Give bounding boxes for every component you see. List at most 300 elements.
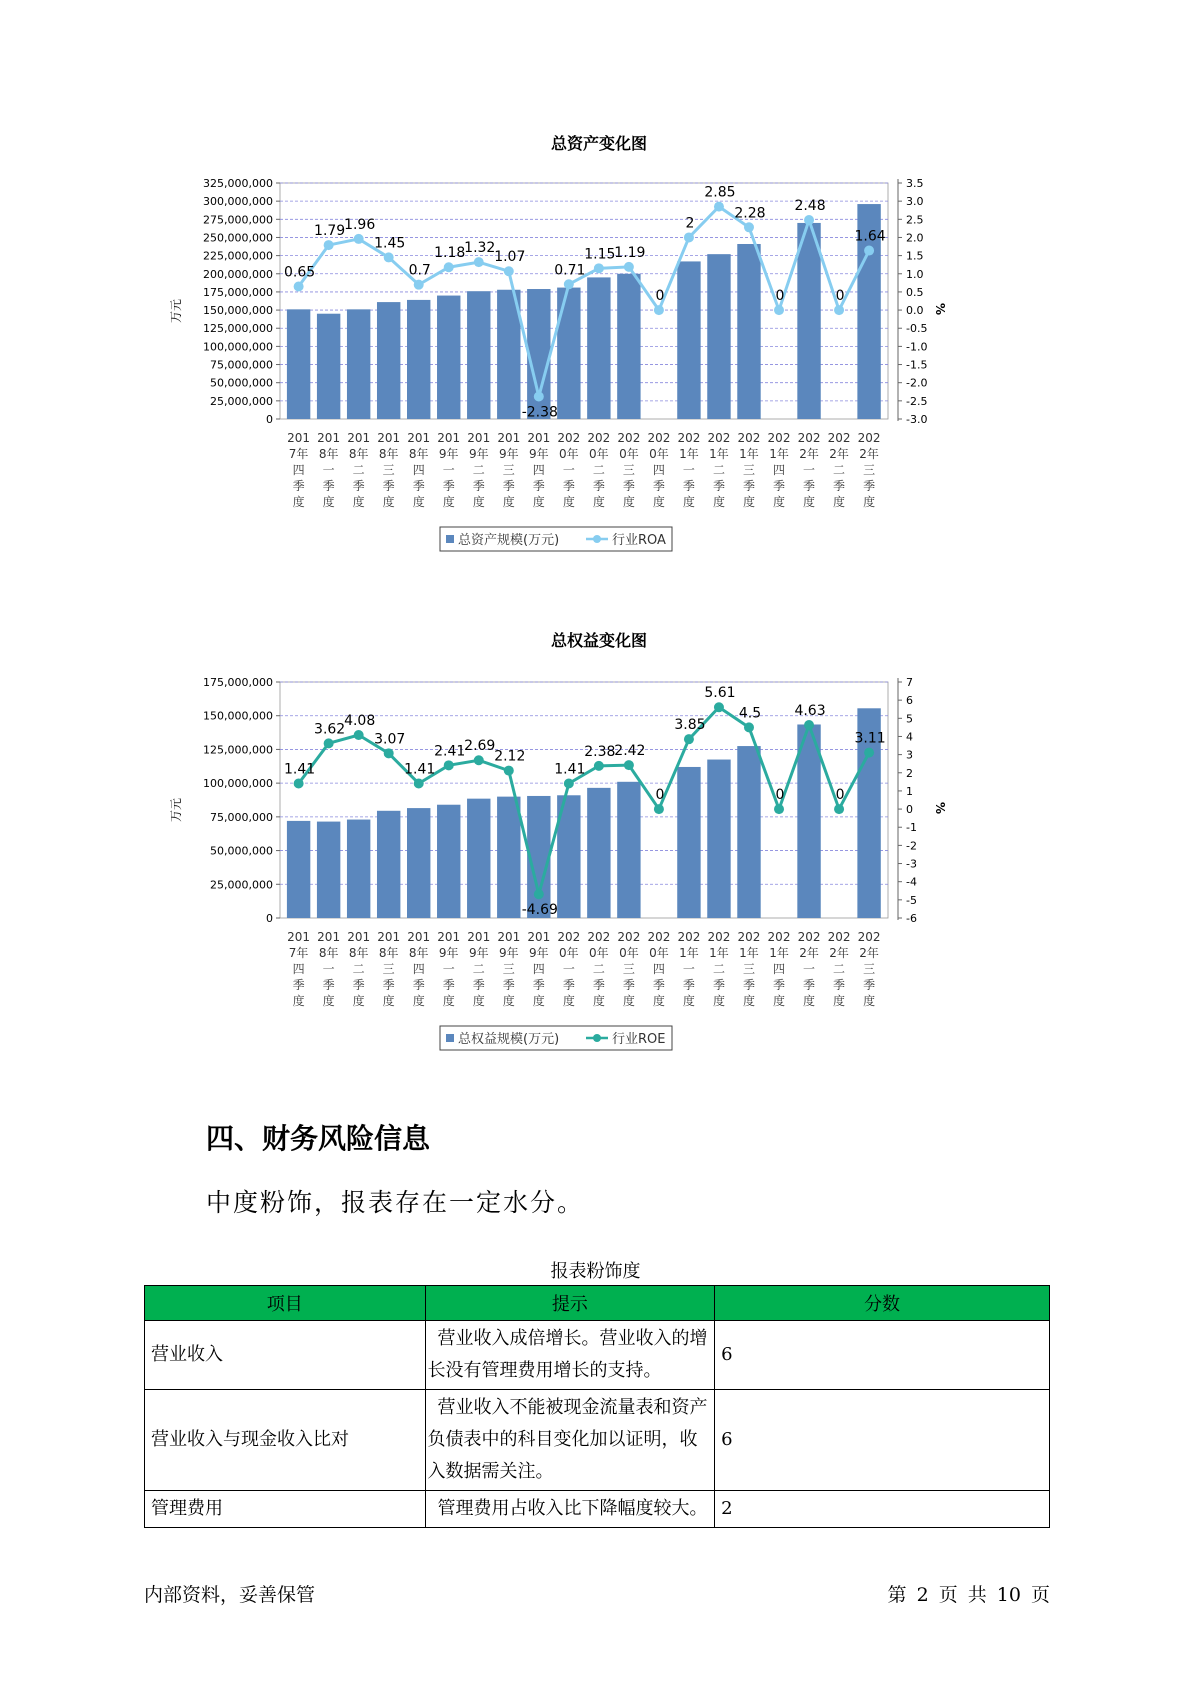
- x-tick-label: 1年: [769, 447, 789, 461]
- line-point: [864, 246, 874, 256]
- data-label: 1.41: [404, 761, 436, 778]
- x-tick-label: 9年: [468, 946, 489, 960]
- x-tick-label: 202: [587, 930, 611, 944]
- x-tick-label: 202: [707, 431, 731, 445]
- x-tick-label: 201: [347, 431, 371, 445]
- y-left-tick-label: 275,000,000: [203, 213, 273, 227]
- line-point: [444, 262, 454, 272]
- line-point: [534, 889, 544, 899]
- line-point: [294, 281, 304, 291]
- data-label: 2.85: [704, 184, 736, 201]
- table-caption: 报表粉饰度: [550, 1261, 641, 1282]
- data-label: 0: [835, 288, 845, 305]
- x-tick-label: 度: [502, 495, 515, 509]
- x-tick-label: 202: [767, 930, 791, 944]
- y-right-tick-label: -5: [906, 893, 917, 907]
- x-tick-label: 201: [437, 431, 461, 445]
- x-tick-label: 201: [287, 930, 311, 944]
- x-tick-label: 三: [622, 962, 635, 976]
- x-tick-label: 季: [833, 978, 846, 992]
- x-tick-label: 一: [562, 962, 575, 976]
- bar: [377, 302, 400, 419]
- data-label: 1.45: [374, 235, 406, 252]
- risk-summary: 中度粉饰，报表存在一定水分。: [206, 1188, 585, 1217]
- x-tick-label: 季: [833, 479, 846, 493]
- x-tick-label: 季: [382, 479, 395, 493]
- x-tick-label: 季: [863, 978, 876, 992]
- x-tick-label: 度: [682, 495, 695, 509]
- line-point: [324, 240, 334, 250]
- x-tick-label: 季: [532, 479, 545, 493]
- x-tick-label: 度: [863, 994, 876, 1008]
- x-tick-label: 202: [857, 431, 881, 445]
- legend-line-label: 行业ROA: [612, 533, 666, 548]
- y-left-tick-label: 225,000,000: [203, 249, 273, 263]
- line-point: [384, 252, 394, 262]
- data-label: 3.62: [314, 721, 346, 738]
- y-left-tick-label: 125,000,000: [203, 743, 273, 757]
- x-tick-label: 202: [557, 431, 581, 445]
- total-equity-chart-svg: [170, 632, 1030, 1092]
- x-tick-label: 季: [292, 479, 305, 493]
- x-tick-label: 一: [322, 463, 335, 477]
- bar: [587, 788, 610, 918]
- line-point: [744, 722, 754, 732]
- y-left-axis-label: 万元: [170, 797, 183, 823]
- x-tick-label: 0年: [559, 946, 579, 960]
- bar: [707, 254, 730, 419]
- bar: [287, 309, 310, 419]
- data-label: 1.15: [584, 246, 616, 263]
- y-right-tick-label: -4: [906, 875, 917, 889]
- line-point: [474, 755, 484, 765]
- x-tick-label: 202: [797, 930, 821, 944]
- x-tick-label: 度: [382, 994, 395, 1008]
- x-tick-label: 二: [352, 962, 365, 976]
- x-tick-label: 度: [773, 994, 786, 1008]
- line-point: [624, 262, 634, 272]
- x-tick-label: 度: [292, 495, 305, 509]
- y-right-tick-label: 1: [906, 784, 913, 798]
- y-right-tick-label: -3: [906, 857, 917, 871]
- x-tick-label: 度: [472, 994, 485, 1008]
- y-right-tick-label: -6: [906, 912, 917, 925]
- line-point: [564, 778, 574, 788]
- data-label: 2.28: [734, 205, 766, 222]
- x-tick-label: 7年: [288, 447, 309, 461]
- x-tick-label: 度: [712, 994, 725, 1008]
- legend-line-label: 行业ROE: [612, 1032, 666, 1047]
- total-assets-chart: [170, 135, 1030, 595]
- x-tick-label: 2年: [799, 447, 819, 461]
- line-point: [564, 279, 574, 289]
- x-tick-label: 1年: [709, 447, 729, 461]
- x-tick-label: 二: [592, 463, 605, 477]
- data-label: 1.07: [494, 249, 526, 266]
- data-label: 1.96: [344, 216, 376, 233]
- bar: [617, 274, 640, 419]
- x-tick-label: 0年: [649, 447, 669, 461]
- x-tick-label: 度: [622, 495, 635, 509]
- x-tick-label: 季: [562, 479, 575, 493]
- y-left-tick-label: 100,000,000: [203, 340, 273, 354]
- line-point: [414, 280, 424, 290]
- x-tick-label: 201: [407, 930, 431, 944]
- line-point: [324, 738, 334, 748]
- x-tick-label: 2年: [859, 946, 879, 960]
- x-tick-label: 8年: [348, 447, 369, 461]
- line-point: [474, 257, 484, 267]
- data-label: -4.69: [521, 902, 558, 919]
- x-tick-label: 一: [803, 962, 816, 976]
- x-tick-label: 度: [412, 994, 425, 1008]
- line-point: [834, 305, 844, 315]
- x-tick-label: 202: [557, 930, 581, 944]
- row-item: 营业收入与现金收入比对: [145, 1390, 426, 1491]
- x-tick-label: 度: [442, 495, 455, 509]
- x-tick-label: 季: [412, 978, 425, 992]
- y-right-tick-label: 0: [906, 803, 913, 817]
- x-tick-label: 202: [677, 431, 701, 445]
- y-right-tick-label: -1.0: [906, 340, 928, 354]
- y-left-tick-label: 100,000,000: [203, 777, 273, 791]
- chart-title: 总资产变化图: [550, 135, 648, 153]
- y-right-axis-label: %: [933, 302, 947, 316]
- total-assets-chart-svg: [170, 135, 1030, 595]
- bar: [347, 820, 370, 918]
- x-tick-label: 0年: [559, 447, 579, 461]
- data-label: 2.42: [614, 743, 646, 760]
- y-left-axis-label: 万元: [170, 298, 183, 324]
- x-tick-label: 202: [617, 431, 641, 445]
- bar: [407, 808, 430, 918]
- line-point: [774, 804, 784, 814]
- y-left-tick-label: 75,000,000: [210, 358, 273, 372]
- x-tick-label: 9年: [528, 447, 549, 461]
- table-header-row: [145, 1286, 1050, 1321]
- x-tick-label: 四: [292, 962, 305, 976]
- x-tick-label: 二: [472, 962, 485, 976]
- x-tick-label: 一: [803, 463, 816, 477]
- x-tick-label: 度: [352, 994, 365, 1008]
- x-tick-label: 季: [803, 978, 816, 992]
- y-right-tick-label: -2.5: [906, 394, 928, 408]
- data-label: 0: [655, 787, 665, 804]
- x-tick-label: 四: [292, 463, 305, 477]
- bar: [677, 261, 700, 419]
- x-tick-label: 9年: [438, 946, 459, 960]
- x-tick-label: 度: [472, 495, 485, 509]
- line-point: [384, 748, 394, 758]
- bar: [377, 811, 400, 918]
- x-tick-label: 201: [467, 930, 491, 944]
- bar: [347, 309, 370, 419]
- x-tick-label: 8年: [318, 946, 339, 960]
- x-tick-label: 度: [442, 994, 455, 1008]
- bar: [437, 296, 460, 419]
- line-point: [354, 730, 364, 740]
- line-point: [414, 778, 424, 788]
- x-tick-label: 度: [322, 495, 335, 509]
- x-tick-label: 季: [682, 479, 695, 493]
- header-hint: 提示: [425, 1286, 715, 1321]
- y-right-tick-label: 7: [906, 676, 913, 689]
- x-tick-label: 三: [502, 463, 515, 477]
- x-tick-label: 202: [827, 431, 851, 445]
- x-tick-label: 7年: [288, 946, 309, 960]
- x-tick-label: 2年: [799, 946, 819, 960]
- bar: [437, 805, 460, 918]
- x-tick-label: 季: [863, 479, 876, 493]
- x-tick-label: 201: [437, 930, 461, 944]
- x-tick-label: 季: [622, 479, 635, 493]
- y-right-tick-label: 3.0: [906, 195, 924, 209]
- x-tick-label: 度: [803, 994, 816, 1008]
- x-tick-label: 8年: [378, 946, 399, 960]
- x-tick-label: 季: [773, 479, 786, 493]
- x-tick-label: 0年: [619, 447, 639, 461]
- y-right-tick-label: 1.5: [906, 249, 924, 263]
- x-tick-label: 度: [412, 495, 425, 509]
- x-tick-label: 202: [647, 930, 671, 944]
- x-tick-label: 度: [382, 495, 395, 509]
- x-tick-label: 201: [347, 930, 371, 944]
- data-label: 0: [775, 288, 785, 305]
- x-tick-label: 201: [497, 930, 521, 944]
- data-label: 1.19: [614, 244, 646, 261]
- row-score: 2: [715, 1491, 1050, 1528]
- x-tick-label: 度: [712, 495, 725, 509]
- y-right-axis-label: %: [933, 801, 947, 815]
- y-right-tick-label: 5: [906, 712, 913, 726]
- x-tick-label: 1年: [769, 946, 789, 960]
- x-tick-label: 季: [442, 479, 455, 493]
- x-tick-label: 201: [377, 431, 401, 445]
- bar: [317, 822, 340, 918]
- line-point: [804, 720, 814, 730]
- x-tick-label: 四: [532, 962, 545, 976]
- x-tick-label: 季: [803, 479, 816, 493]
- x-tick-label: 度: [652, 495, 665, 509]
- footer-confidential: 内部资料，妥善保管: [144, 1584, 316, 1606]
- data-label: 3.85: [674, 717, 706, 734]
- total-equity-chart: [170, 632, 1030, 1092]
- y-right-tick-label: -2: [906, 839, 917, 853]
- data-label: 1.41: [284, 761, 316, 778]
- x-tick-label: 一: [322, 962, 335, 976]
- x-tick-label: 季: [652, 479, 665, 493]
- x-tick-label: 四: [773, 962, 786, 976]
- x-tick-label: 季: [742, 978, 755, 992]
- y-left-tick-label: 125,000,000: [203, 322, 273, 336]
- x-tick-label: 度: [352, 495, 365, 509]
- x-tick-label: 季: [712, 978, 725, 992]
- data-label: 5.61: [704, 685, 736, 702]
- y-left-tick-label: 300,000,000: [203, 195, 273, 209]
- x-tick-label: 四: [412, 962, 425, 976]
- bar: [317, 314, 340, 419]
- y-left-tick-label: 25,000,000: [210, 394, 273, 408]
- footer-page-number: 第 2 页 共 10 页: [887, 1584, 1050, 1606]
- x-tick-label: 度: [292, 994, 305, 1008]
- line-point: [714, 202, 724, 212]
- data-label: -2.38: [521, 404, 558, 421]
- x-tick-label: 季: [742, 479, 755, 493]
- data-label: 2.69: [464, 738, 496, 755]
- x-tick-label: 1年: [709, 946, 729, 960]
- y-right-tick-label: 0.5: [906, 285, 924, 299]
- y-left-tick-label: 25,000,000: [210, 878, 273, 892]
- x-tick-label: 8年: [408, 447, 429, 461]
- y-right-tick-label: 0.0: [906, 304, 924, 318]
- bar: [677, 767, 700, 918]
- line-point: [594, 761, 604, 771]
- x-tick-label: 度: [592, 994, 605, 1008]
- y-left-tick-label: 50,000,000: [210, 844, 273, 858]
- x-tick-label: 202: [737, 431, 761, 445]
- x-tick-label: 8年: [408, 946, 429, 960]
- x-tick-label: 季: [773, 978, 786, 992]
- x-tick-label: 季: [622, 978, 635, 992]
- x-tick-label: 三: [863, 962, 876, 976]
- x-tick-label: 季: [502, 978, 515, 992]
- x-tick-label: 度: [773, 495, 786, 509]
- x-tick-label: 9年: [468, 447, 489, 461]
- x-tick-label: 8年: [348, 946, 369, 960]
- row-item: 管理费用: [145, 1491, 426, 1528]
- line-point: [444, 760, 454, 770]
- y-right-tick-label: -3.0: [906, 413, 928, 426]
- x-tick-label: 季: [652, 978, 665, 992]
- x-tick-label: 202: [737, 930, 761, 944]
- x-tick-label: 二: [352, 463, 365, 477]
- line-point: [504, 766, 514, 776]
- data-label: 1.32: [464, 240, 496, 257]
- line-point: [504, 266, 514, 276]
- data-label: 1.18: [434, 245, 466, 262]
- data-label: 0: [775, 787, 785, 804]
- y-left-tick-label: 150,000,000: [203, 709, 273, 723]
- legend-line-marker: [593, 1034, 601, 1042]
- x-tick-label: 202: [767, 431, 791, 445]
- x-tick-label: 季: [382, 978, 395, 992]
- x-tick-label: 201: [407, 431, 431, 445]
- data-label: 0.65: [284, 264, 316, 281]
- x-tick-label: 度: [532, 495, 545, 509]
- line-point: [654, 804, 664, 814]
- x-tick-label: 一: [562, 463, 575, 477]
- y-left-tick-label: 325,000,000: [203, 177, 273, 190]
- y-right-tick-label: 3.5: [906, 177, 924, 190]
- section-title: 四、财务风险信息: [206, 1122, 431, 1155]
- chart-title: 总权益变化图: [550, 632, 648, 650]
- y-right-tick-label: -1.5: [906, 358, 928, 372]
- x-tick-label: 9年: [498, 447, 519, 461]
- x-tick-label: 2年: [859, 447, 879, 461]
- y-left-tick-label: 250,000,000: [203, 231, 273, 245]
- x-tick-label: 四: [773, 463, 786, 477]
- x-tick-label: 三: [622, 463, 635, 477]
- y-left-tick-label: 150,000,000: [203, 304, 273, 318]
- x-tick-label: 9年: [438, 447, 459, 461]
- line-point: [744, 222, 754, 232]
- bar: [497, 797, 520, 918]
- x-tick-label: 季: [292, 978, 305, 992]
- line-point: [354, 234, 364, 244]
- legend-bar-swatch: [446, 535, 454, 543]
- data-label: 0: [835, 787, 845, 804]
- x-tick-label: 度: [532, 994, 545, 1008]
- x-tick-label: 9年: [528, 946, 549, 960]
- x-tick-label: 度: [742, 994, 755, 1008]
- data-label: 0: [655, 288, 665, 305]
- x-tick-label: 季: [472, 978, 485, 992]
- x-tick-label: 度: [622, 994, 635, 1008]
- x-tick-label: 度: [322, 994, 335, 1008]
- data-label: 4.08: [344, 713, 376, 730]
- legend-bar-label: 总资产规模(万元): [458, 533, 560, 548]
- table-row: [145, 1321, 1050, 1390]
- line-point: [714, 702, 724, 712]
- x-tick-label: 度: [562, 994, 575, 1008]
- y-left-tick-label: 75,000,000: [210, 810, 273, 824]
- y-left-tick-label: 0: [266, 912, 273, 925]
- bar: [797, 724, 820, 918]
- y-left-tick-label: 200,000,000: [203, 267, 273, 281]
- data-label: 2.41: [434, 743, 466, 760]
- x-tick-label: 9年: [498, 946, 519, 960]
- x-tick-label: 二: [712, 962, 725, 976]
- line-point: [294, 778, 304, 788]
- x-tick-label: 三: [382, 463, 395, 477]
- x-tick-label: 0年: [649, 946, 669, 960]
- data-label: 0.7: [408, 262, 431, 279]
- y-right-tick-label: 2: [906, 766, 913, 780]
- x-tick-label: 三: [382, 962, 395, 976]
- line-point: [804, 215, 814, 225]
- x-tick-label: 202: [707, 930, 731, 944]
- y-right-tick-label: 4: [906, 730, 913, 744]
- y-left-tick-label: 50,000,000: [210, 376, 273, 390]
- x-tick-label: 201: [317, 431, 341, 445]
- x-tick-label: 1年: [739, 447, 759, 461]
- x-tick-label: 季: [592, 978, 605, 992]
- row-hint: 营业收入不能被现金流量表和资产负债表中的科目变化加以证明，收入数据需关注。: [425, 1390, 715, 1491]
- line-point: [654, 305, 664, 315]
- x-tick-label: 度: [652, 994, 665, 1008]
- x-tick-label: 度: [592, 495, 605, 509]
- legend-bar-swatch: [446, 1034, 454, 1042]
- y-right-tick-label: 2.0: [906, 231, 924, 245]
- line-point: [624, 760, 634, 770]
- x-tick-label: 季: [352, 479, 365, 493]
- row-item: 营业收入: [145, 1321, 426, 1390]
- header-score: 分数: [715, 1286, 1050, 1321]
- table-row: [145, 1390, 1050, 1491]
- data-label: 0.71: [554, 262, 586, 279]
- x-tick-label: 202: [857, 930, 881, 944]
- x-tick-label: 202: [827, 930, 851, 944]
- x-tick-label: 0年: [589, 946, 609, 960]
- x-tick-label: 季: [592, 479, 605, 493]
- x-tick-label: 一: [682, 962, 695, 976]
- x-tick-label: 季: [532, 978, 545, 992]
- x-tick-label: 201: [527, 930, 551, 944]
- x-tick-label: 二: [712, 463, 725, 477]
- y-right-tick-label: 6: [906, 694, 913, 708]
- data-label: 3.07: [374, 731, 406, 748]
- window-dressing-table: [144, 1285, 1050, 1528]
